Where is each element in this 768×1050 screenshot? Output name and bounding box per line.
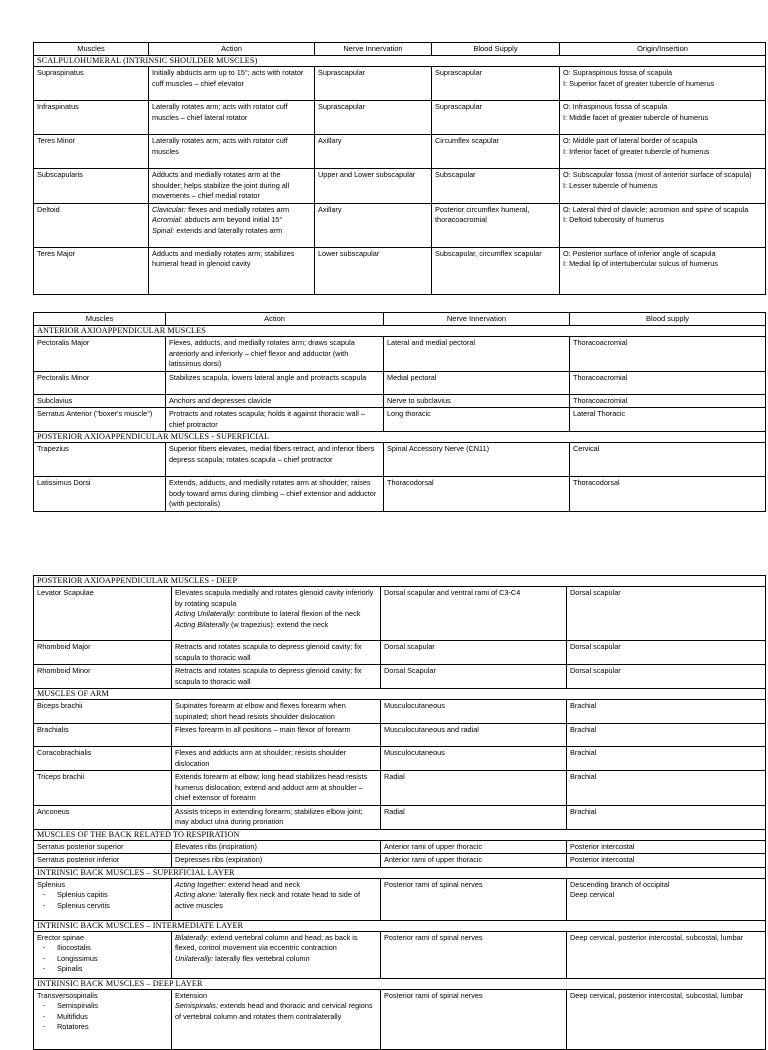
header-action: Action (166, 313, 384, 326)
table-row (34, 878, 766, 920)
table-row (34, 700, 766, 724)
blood-cell: Suprascapular (432, 67, 560, 101)
alone-label: Acting alone: (175, 890, 218, 899)
nerve-cell: Dorsal scapular and ventral rami of C3-C4 (381, 587, 567, 641)
origin-cell (560, 203, 766, 247)
nerve-cell: Dorsal scapular (381, 641, 567, 665)
table-row (34, 989, 766, 1049)
nerve-cell: Anterior rami of upper thoracic (381, 854, 567, 868)
muscle-cell: Pectoralis Minor (34, 371, 166, 394)
action-cell: Superior fibers elevates, medial fibers retract, and inferior fibers depress scapula; rotates scapula – chief protractor (166, 443, 384, 477)
section-title: INTRINSIC BACK MUSCLES – DEEP LAYER (34, 978, 766, 989)
nerve-cell: Radial (381, 771, 567, 806)
acting-alone (175, 890, 377, 911)
muscle-cell: Teres Major (34, 247, 149, 294)
section-title: POSTERIOR AXIOAPPENDICULAR MUSCLES - DEEP (34, 576, 766, 587)
origin-text: O: Posterior surface of inferior angle of scapula (563, 248, 716, 258)
section-row (34, 689, 766, 700)
nerve-cell: Radial (381, 805, 567, 829)
sub-muscle: - Splenius cervitis (43, 900, 110, 910)
table-row (34, 247, 766, 294)
action-cell: Flexes forearm in all positions – main flexor of forearm (172, 724, 381, 747)
together-label: Acting together: (175, 879, 227, 889)
blood-cell: Brachial (567, 771, 766, 806)
levator-action-text: Elevates scapula medially and rotates glenoid cavity inferiorly by rotating scapula (175, 588, 374, 608)
deep-and-back-table (33, 575, 766, 1050)
header-action: Action (149, 43, 315, 56)
alone-text: laterally flex neck and rotate head to side of active muscles (175, 890, 360, 910)
action-cell: Retracts and rotates scapula to depress glenoid cavity; fix scapula to thoracic wall (172, 665, 381, 689)
blood-cell: Suprascapular (432, 101, 560, 135)
blood-cell: Thoracodorsal (570, 477, 766, 512)
muscle-cell (34, 931, 172, 978)
blood-cell: Thoracoacromial (570, 394, 766, 408)
action-cell (172, 989, 381, 1049)
section-title: INTRINSIC BACK MUSCLES – INTERMEDIATE LAYER (34, 920, 766, 931)
blood-cell: Circumflex scapular (432, 135, 560, 169)
nerve-cell: Musculocutaneous (381, 747, 567, 771)
action-cell: Laterally rotates arm; acts with rotator cuff muscles (149, 135, 315, 169)
header-muscles: Muscles (34, 313, 166, 326)
muscle-cell: Serratus posterior inferior (34, 854, 172, 868)
nerve-cell: Posterior rami of spinal nerves (381, 878, 567, 920)
table-row (34, 931, 766, 978)
action-cell: Extends, adducts, and medially rotates arm at shoulder; raises body toward arms during climbing – chief extensor and adductor (with pectoralis) (166, 477, 384, 512)
origin-cell (560, 247, 766, 294)
bilateral (175, 933, 377, 954)
section-title: SCALPULOHUMERAL (INTRINSIC SHOULDER MUSCLES) (34, 56, 766, 67)
sub-muscle: - Spinalis (43, 964, 83, 973)
section-row (34, 576, 766, 587)
sub-muscle-name: Spinalis (57, 964, 83, 973)
muscle-cell (34, 878, 172, 920)
unilateral-text: contribute to lateral flexion of the neck (235, 609, 361, 618)
sub-muscle-name: Iliocostalis (57, 943, 91, 952)
origin-text: O: Infraspinous fossa of scapula (563, 102, 668, 111)
action-cell: Flexes, adducts, and medially rotates arm; draws scapula anteriorly and inferiorly – chief flexor and adductor (with latissimus dorsi) (166, 337, 384, 372)
action-cell: Laterally rotates arm; acts with rotator cuff muscles – chief lateral rotator (149, 101, 315, 135)
action-cell: Protracts and rotates scapula; holds it against thoracic wall – chief protractor (166, 408, 384, 432)
semispinalis-label: Semispinalis: (175, 1001, 218, 1010)
insertion-text: I: Superior facet of greater tubercle of humerus (563, 78, 715, 88)
origin-text: O: Middle part of lateral border of scapula (563, 136, 698, 145)
nerve-cell: Thoracodorsal (384, 477, 570, 512)
nerve-cell: Suprascapular (315, 101, 432, 135)
muscle-cell: Biceps brachii (34, 700, 172, 724)
sub-muscle: - Semispinalis (43, 1001, 98, 1010)
muscle-group-name: Transversospinalis (37, 990, 98, 1000)
origin-text: O: Subscapular fossa (most of anterior surface of scapula) (563, 170, 752, 179)
sub-muscle: - Rotatores (43, 1022, 89, 1031)
nerve-cell: Lateral and medial pectoral (384, 337, 570, 372)
action-cell (149, 203, 315, 247)
table-row (34, 641, 766, 665)
table-row (34, 724, 766, 747)
table-header (34, 313, 766, 326)
action-cell: Extends forearm at elbow; long head stabilizes head resists humerus dislocation; extend and adduct arm at shoulder – chief extensor of forearm (172, 771, 381, 806)
header-blood: Blood supply (570, 313, 766, 326)
header-muscles: Muscles (34, 43, 149, 56)
action-cell (172, 931, 381, 978)
table-header (34, 43, 766, 56)
section-row (34, 867, 766, 878)
levator-bilateral (175, 620, 377, 631)
bilateral-label: Bilaterally: (175, 932, 209, 942)
bilateral-text: extend vertebral column and head; as back is flexed, control movement via eccentric contraction (175, 932, 358, 952)
section-row (34, 326, 766, 337)
action-cell: Anchors and depresses clavicle (166, 394, 384, 408)
table-row (34, 67, 766, 101)
unilateral-text: laterally flex vertebral column (213, 953, 310, 963)
table-row (34, 169, 766, 204)
table-row (34, 771, 766, 806)
acromial-label: Acromial: (152, 215, 183, 224)
sub-muscle: - Multifidus (43, 1011, 88, 1021)
muscle-group-name: Splenius (37, 879, 65, 889)
sub-muscle-name: Splenius capitis (57, 890, 108, 899)
blood-cell: Posterior intercostal (567, 840, 766, 854)
table-row (34, 371, 766, 394)
section-row (34, 978, 766, 989)
muscle-cell: Trapezius (34, 443, 166, 477)
section-row (34, 829, 766, 840)
sub-muscle-name: Splenius cervitis (57, 900, 110, 910)
scapulohumeral-table (33, 42, 766, 295)
muscle-cell: Anconeus (34, 805, 172, 829)
section-title: INTRINSIC BACK MUSCLES – SUPERFICIAL LAYER (34, 867, 766, 878)
action-cell (172, 878, 381, 920)
nerve-cell: Musculocutaneous (381, 700, 567, 724)
table-row (34, 854, 766, 868)
sub-muscle: - Splenius capitis (43, 890, 108, 899)
origin-cell (560, 101, 766, 135)
section-title: MUSCLES OF THE BACK RELATED TO RESPIRATION (34, 829, 766, 840)
blood-line: Descending branch of occipital (570, 879, 670, 889)
muscle-cell: Subscapularis (34, 169, 149, 204)
action-cell: Flexes and adducts arm at shoulder; resists shoulder dislocation (172, 747, 381, 771)
muscle-cell: Coracobrachialis (34, 747, 172, 771)
acting-together (175, 880, 377, 891)
nerve-cell: Spinal Accessory Nerve (CN11) (384, 443, 570, 477)
blood-cell (567, 878, 766, 920)
nerve-cell: Axillary (315, 203, 432, 247)
blood-cell: Posterior circumflex humeral, thoracoacromial (432, 203, 560, 247)
nerve-cell: Axillary (315, 135, 432, 169)
clavicular-label: Clavicular: (152, 204, 187, 214)
blood-cell: Deep cervical, posterior intercostal, subcostal, lumbar (567, 931, 766, 978)
action-cell: Adducts and medially rotates arm; stabilizes humeral head in glenoid cavity (149, 247, 315, 294)
sub-muscle-name: Longissimus (57, 953, 98, 963)
muscle-cell: Rhomboid Major (34, 641, 172, 665)
header-nerve: Nerve Innervation (384, 313, 570, 326)
nerve-cell: Nerve to subclavius (384, 394, 570, 408)
table-row (34, 840, 766, 854)
muscle-cell: Serratus Anterior ("boxer's muscle") (34, 408, 166, 432)
table-row (34, 587, 766, 641)
action-cell: Elevates ribs (inspiration) (172, 840, 381, 854)
blood-cell: Dorsal scapular (567, 641, 766, 665)
blood-cell: Thoracoacromial (570, 337, 766, 372)
muscle-cell: Levator Scapulae (34, 587, 172, 641)
section-title: POSTERIOR AXIOAPPENDICULAR MUSCLES - SUPERFICIAL (34, 432, 766, 443)
together-text: extend head and neck (226, 879, 300, 889)
insertion-text: I: Inferior facet of greater tubercle of humerus (563, 146, 710, 156)
blood-line: Deep cervical (570, 890, 615, 899)
muscle-cell: Rhomboid Minor (34, 665, 172, 689)
semispinalis-text: extends head and thoracic and cervical regions of vertebral column and rotates them contralaterally (175, 1001, 373, 1021)
muscle-cell: Pectoralis Major (34, 337, 166, 372)
origin-text: O: Lateral third of clavicle; acromion and spine of scapula (563, 204, 749, 214)
sub-muscle: - Iliocostalis (43, 943, 91, 952)
muscle-cell: Subclavius (34, 394, 166, 408)
blood-cell: Brachial (567, 724, 766, 747)
blood-cell: Posterior intercostal (567, 854, 766, 868)
table-row (34, 408, 766, 432)
muscle-group-name: Erector spinae (37, 932, 85, 942)
nerve-cell: Suprascapular (315, 67, 432, 101)
origin-text: O: Supraspinous fossa of scapula (563, 68, 673, 77)
levator-unilateral (175, 609, 377, 620)
action-cell: Retracts and rotates scapula to depress glenoid cavity; fix scapula to thoracic wall (172, 641, 381, 665)
action-cell: Depresses ribs (expiration) (172, 854, 381, 868)
blood-cell: Brachial (567, 805, 766, 829)
origin-cell (560, 169, 766, 204)
table-row (34, 394, 766, 408)
section-title: ANTERIOR AXIOAPPENDICULAR MUSCLES (34, 326, 766, 337)
unilateral-label: Unilaterally: (175, 953, 214, 963)
muscle-cell: Supraspinatus (34, 67, 149, 101)
bilateral-text: (w trapezius): extend the neck (228, 619, 329, 629)
section-row (34, 920, 766, 931)
muscle-cell (34, 989, 172, 1049)
blood-cell: Subscapular, circumflex scapular (432, 247, 560, 294)
table-row (34, 203, 766, 247)
nerve-cell: Anterior rami of upper thoracic (381, 840, 567, 854)
sub-muscle-name: Multifidus (57, 1011, 88, 1021)
blood-cell: Cervical (570, 443, 766, 477)
muscle-cell: Latissimus Dorsi (34, 477, 166, 512)
nerve-cell: Lower subscapular (315, 247, 432, 294)
blood-cell: Lateral Thoracic (570, 408, 766, 432)
nerve-cell: Long thoracic (384, 408, 570, 432)
insertion-text: I: Medial lip of intertubercular sulcus of humerus (563, 259, 718, 268)
unilateral (175, 954, 377, 965)
spinal-text: extends and laterally rotates arm (174, 225, 283, 235)
muscle-cell: Serratus posterior superior (34, 840, 172, 854)
origin-cell (560, 67, 766, 101)
nerve-cell: Musculocutaneous and radial (381, 724, 567, 747)
blood-cell: Brachial (567, 700, 766, 724)
header-nerve: Nerve Innervation (315, 43, 432, 56)
section-row (34, 56, 766, 67)
blood-cell: Brachial (567, 747, 766, 771)
action-cell: Assists triceps in extending forearm; stabilizes elbow joint; may abduct ulna during pronation (172, 805, 381, 829)
action-cell: Stabilizes scapula, lowers lateral angle and protracts scapula (166, 371, 384, 394)
blood-cell: Thoracoacromial (570, 371, 766, 394)
table-row (34, 101, 766, 135)
muscle-cell: Infraspinatus (34, 101, 149, 135)
table-row (34, 805, 766, 829)
spinal-label: Spinal: (152, 225, 175, 235)
nerve-cell: Medial pectoral (384, 371, 570, 394)
insertion-text: I: Lesser tubercle of humerus (563, 180, 658, 190)
blood-cell: Subscapular (432, 169, 560, 204)
origin-cell (560, 135, 766, 169)
section-row (34, 432, 766, 443)
extension-text: Extension (175, 990, 208, 1000)
header-blood: Blood Supply (432, 43, 560, 56)
unilateral-label: Acting Unilaterally: (175, 609, 236, 618)
acromial-text: abducts arm beyond initial 15° (182, 215, 283, 224)
table-row (34, 477, 766, 512)
table-row (34, 135, 766, 169)
sub-muscle-name: Rotatores (57, 1022, 89, 1031)
table-row (34, 337, 766, 372)
muscle-cell: Triceps brachii (34, 771, 172, 806)
header-origin: Origin/Insertion (560, 43, 766, 56)
blood-cell: Dorsal scapular (567, 665, 766, 689)
action-cell: Adducts and medially rotates arm at the shoulder; helps stabilize the joint during all movements – chief medial rotator (149, 169, 315, 204)
action-cell: Initially abducts arm up to 15°; acts with rotator cuff muscles – chief elevator (149, 67, 315, 101)
action-cell: Supinates forearm at elbow and flexes forearm when supinated; short head resists shoulder dislocation (172, 700, 381, 724)
table-row (34, 665, 766, 689)
section-title: MUSCLES OF ARM (34, 689, 766, 700)
deltoid-spinal (152, 226, 311, 237)
blood-cell: Deep cervical, posterior intercostal, subcostal, lumbar (567, 989, 766, 1049)
nerve-cell: Posterior rami of spinal nerves (381, 931, 567, 978)
blood-cell: Dorsal scapular (567, 587, 766, 641)
muscle-cell: Deltoid (34, 203, 149, 247)
table-row (34, 443, 766, 477)
action-cell (172, 587, 381, 641)
nerve-cell: Dorsal Scapular (381, 665, 567, 689)
insertion-text: I: Middle facet of greater tubercle of humerus (563, 112, 709, 122)
clavicular-text: flexes and medially rotates arm (186, 204, 290, 214)
deltoid-acromial (152, 215, 311, 226)
muscle-cell: Brachialis (34, 724, 172, 747)
table-row (34, 747, 766, 771)
insertion-text: I: Deltoid tuberosity of humerus (563, 215, 664, 224)
semispinalis-action (175, 1001, 377, 1022)
muscle-cell: Teres Minor (34, 135, 149, 169)
deltoid-clavicular (152, 205, 311, 216)
nerve-cell: Posterior rami of spinal nerves (381, 989, 567, 1049)
sub-muscle-name: Semispinalis (57, 1001, 98, 1010)
nerve-cell: Upper and Lower subscapular (315, 169, 432, 204)
bilateral-label: Acting Bilaterally (175, 619, 229, 629)
axioappendicular-table (33, 312, 766, 512)
sub-muscle: - Longissimus (43, 953, 98, 963)
